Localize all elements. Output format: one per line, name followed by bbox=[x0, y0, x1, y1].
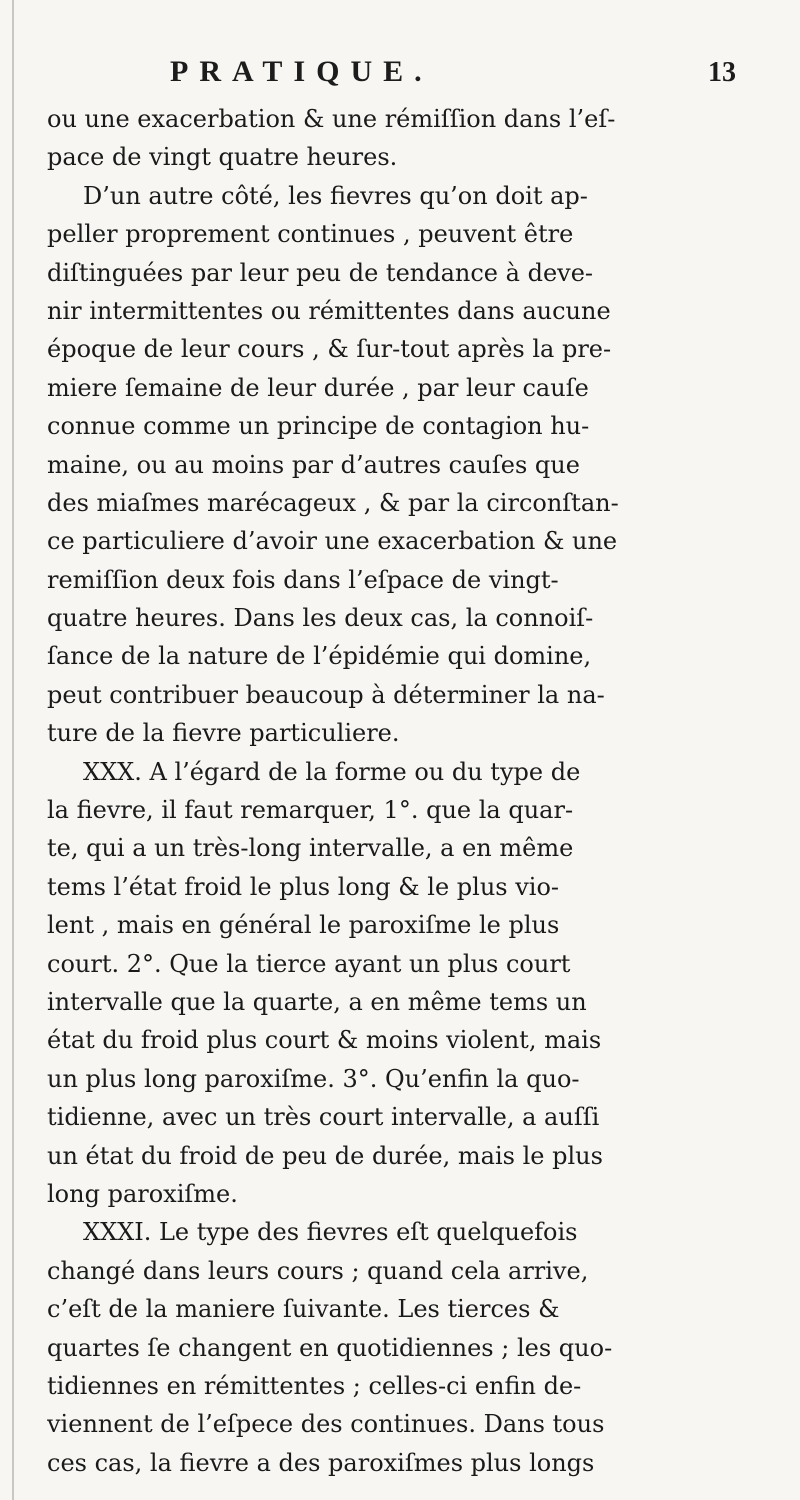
page-edge-line bbox=[12, 0, 14, 1500]
body-text bbox=[47, 100, 797, 1482]
text-line: nir intermittentes ou rémittentes dans aucune bbox=[47, 296, 611, 325]
text-line: court. 2°. Que la tierce ayant un plus court bbox=[47, 949, 571, 978]
text-line: long paroxiſme. bbox=[47, 1179, 238, 1208]
text-line: tidiennes en rémittentes ; celles-ci enfin de- bbox=[47, 1371, 582, 1400]
text-line: ſance de la nature de l’épidémie qui domine, bbox=[47, 642, 592, 671]
text-line: changé dans leurs cours ; quand cela arrive, bbox=[47, 1256, 589, 1285]
text-line: époque de leur cours , & ſur-tout après la pre- bbox=[47, 335, 612, 364]
text-line: ce particuliere d’avoir une exacerbation & une bbox=[47, 527, 618, 556]
text-line: tems l’état froid le plus long & le plus vio- bbox=[47, 872, 560, 901]
text-line: ture de la fievre particuliere. bbox=[47, 719, 400, 748]
text-line: connue comme un principe de contagion hu- bbox=[47, 412, 590, 441]
running-head: PRATIQUE. bbox=[170, 55, 433, 88]
text-line: ces cas, la fievre a des paroxiſmes plus longs bbox=[47, 1448, 595, 1477]
text-line: tidienne, avec un très court intervalle, a auſſi bbox=[47, 1103, 600, 1132]
text-line: XXX. A l’égard de la forme ou du type de bbox=[83, 757, 581, 786]
text-line: la fievre, il faut remarquer, 1°. que la quar- bbox=[47, 796, 574, 825]
text-line: te, qui a un très-long intervalle, a en même bbox=[47, 834, 574, 863]
text-line: un état du froid de peu de durée, mais le plus bbox=[47, 1141, 603, 1170]
text-line: peut contribuer beaucoup à déterminer la na- bbox=[47, 680, 605, 709]
text-line: quatre heures. Dans les deux cas, la connoiſ- bbox=[47, 604, 594, 633]
text-line: des miaſmes marécageux , & par la circonſtan- bbox=[47, 488, 619, 517]
page-number: 13 bbox=[708, 57, 736, 88]
text-line: pace de vingt quatre heures. bbox=[47, 143, 398, 172]
text-line: lent , mais en général le paroxiſme le plus bbox=[47, 911, 560, 940]
text-line: un plus long paroxiſme. 3°. Qu’enfin la quo- bbox=[47, 1064, 580, 1093]
text-line: viennent de l’eſpece des continues. Dans tous bbox=[47, 1410, 605, 1439]
text-line: diſtinguées par leur peu de tendance à deve- bbox=[47, 258, 594, 287]
text-line: D’un autre côté, les fievres qu’on doit ap- bbox=[83, 181, 588, 210]
page-header bbox=[0, 55, 800, 95]
text-line: intervalle que la quarte, a en même tems un bbox=[47, 987, 587, 1016]
text-line: c’eſt de la maniere ſuivante. Les tierces & bbox=[47, 1295, 560, 1324]
text-line: état du froid plus court & moins violent, mais bbox=[47, 1026, 602, 1055]
text-line: XXXI. Le type des fievres eſt quelquefois bbox=[83, 1218, 578, 1247]
text-line: miere ſemaine de leur durée , par leur cauſe bbox=[47, 373, 589, 402]
text-line: maine, ou au moins par d’autres cauſes que bbox=[47, 450, 580, 479]
text-line: ou une exacerbation & une rémiſſion dans l’eſ- bbox=[47, 105, 616, 133]
text-line: remiſſion deux fois dans l’eſpace de vingt- bbox=[47, 565, 559, 594]
text-line: peller proprement continues , peuvent être bbox=[47, 220, 574, 249]
text-line: quartes ſe changent en quotidiennes ; les quo- bbox=[47, 1333, 613, 1362]
